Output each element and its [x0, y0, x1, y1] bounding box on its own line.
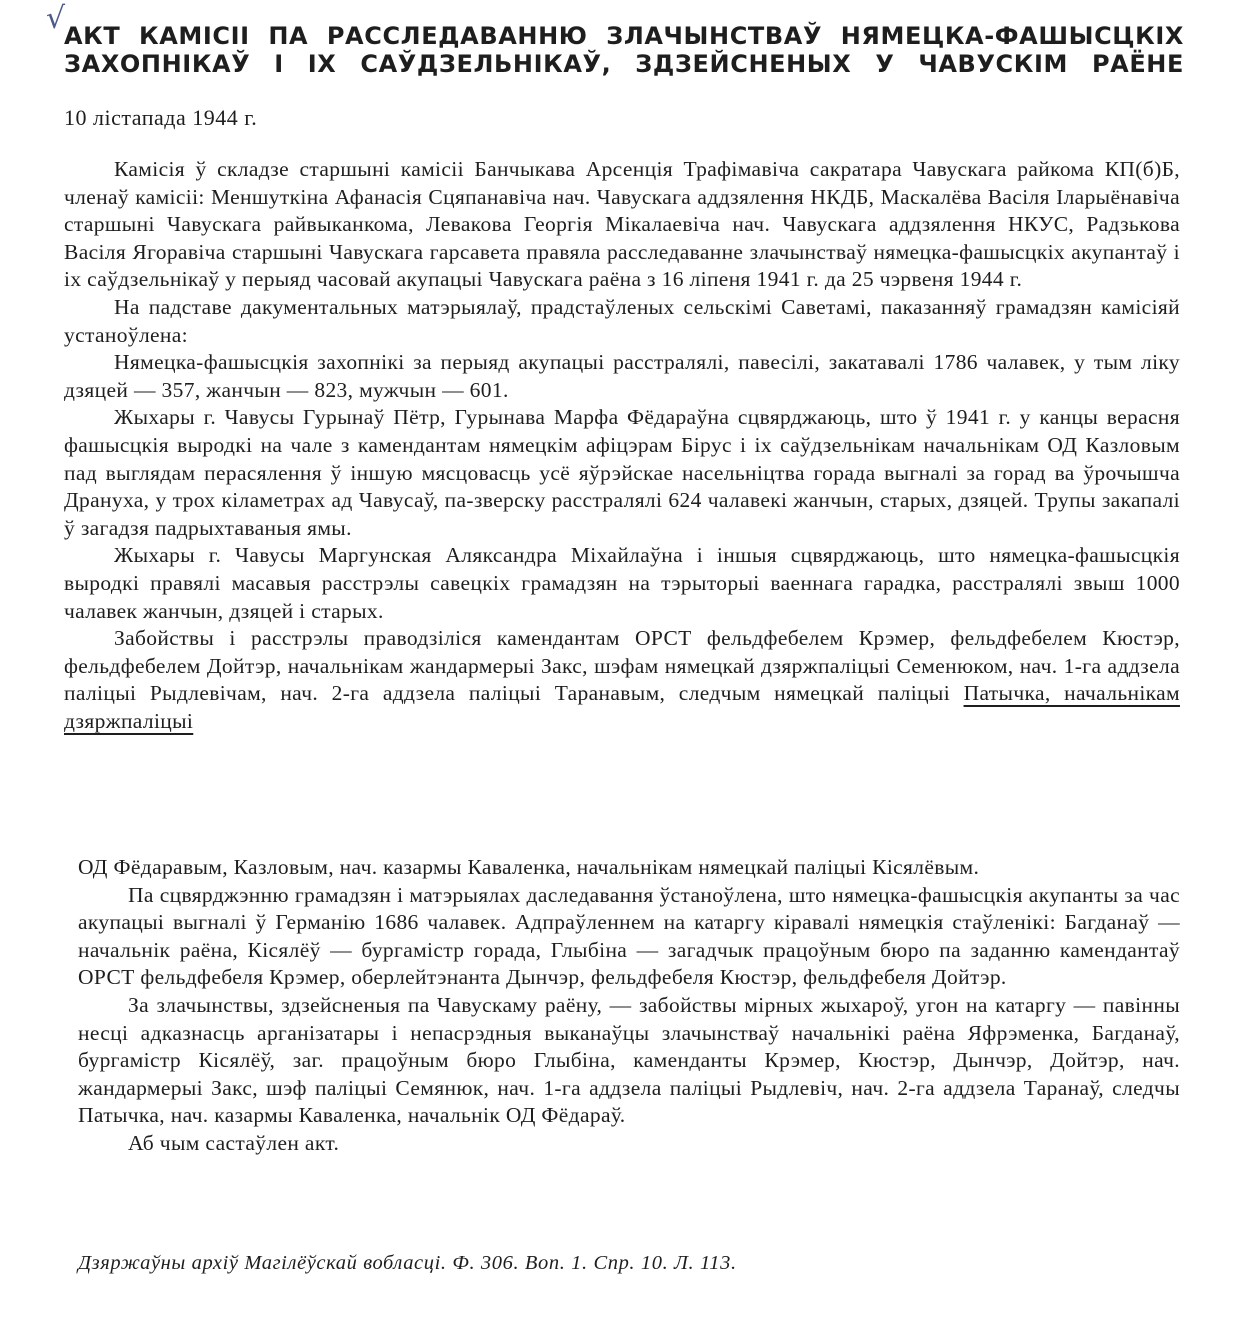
- paragraph-perpetrators-text: Забойствы і расстрэлы праводзіліся камендантам ОРСТ фельдфебелем Крэмер, фельдфебелем Кюстэр, фельдфебелем Дойтэр, начальнікам жандармерыі Закс, шэфам нямецкай дзяржпаліцыі Семенюком, нач. 1-га аддзела паліцыі Рыдлевічам, нач. 2-га аддзела паліцыі Таранавым, следчым нямецкай паліцыі: [64, 626, 1180, 706]
- document-title: [64, 22, 1184, 78]
- paragraph-responsibility: За злачынствы, здзейсненыя па Чавускаму раёну, — забойствы мірных жыхароў, угон на катаргу — павінны несці адказнасць арганізатары і непасрэдныя выканаўцы злачынстваў начальнікі раёна Яфрэменка, Багданаў, бургамістр Кісялёў, заг. працоўным бюро Глыбіна, каменданты Крэмер, Кюстэр, Дынчэр, Дойтэр, нач. жандармерыі Закс, шэф паліцыі Семянюк, нач. 1-га аддзела паліцыі Рыдлевіч, нач. 2-га аддзела Таранаў, следчы Патычка, нач. казармы Каваленка, начальнік ОД Фёдараў.: [78, 992, 1180, 1128]
- paragraph-closing: Аб чым састаўлен акт.: [128, 1130, 340, 1155]
- paragraph-basis: На падставе дакументальных матэрыялаў, прадстаўленых сельскімі Саветамі, паказанняў грамадзян камісіяй устаноўлена:: [64, 294, 1180, 347]
- handwritten-check-mark: √: [46, 1, 66, 36]
- archive-source-reference: Дзяржаўны архіў Магілёўскай вобласці. Ф. 306. Воп. 1. Спр. 10. Л. 113.: [78, 1252, 737, 1274]
- underlined-text: Патычка, начальнікам дзяржпаліцыі: [64, 681, 1180, 733]
- paragraph-deportation: Па сцвярджэнню грамадзян і матэрыялах даследавання ўстаноўлена, што нямецка-фашысцкія акупанты за час акупацыі выгналі ў Германію 1686 чалавек. Адпраўленнем на катаргу кіравалі нямецкія стаўленікі: Багданаў — начальнік раёна, Кісялёў — бургамістр горада, Глыбіна — загадчык працоўным бюро па заданню камендантаў ОРСТ фельдфебеля Крэмер, оберлейтэнанта Дынчэр, фельдфебеля Кюстэр, фельдфебеля Дойтэр.: [78, 882, 1180, 990]
- document-date: 10 лістапада 1944 г.: [64, 105, 258, 130]
- paragraph-perpetrators: [64, 625, 1180, 735]
- paragraph-gurynau-testimony: Жыхары г. Чавусы Гурынаў Пётр, Гурынава Марфа Фёдараўна сцвярджаюць, што ў 1941 г. у канцы верасня фашысцкія выродкі на чале з камендантам нямецкім афіцэрам Бірус і іх саўдзельнікам начальнікам ОД Казловым пад выглядам перасялення ў іншую мясцовасць усё яўрэйскае насельніцтва горада выгналі за горад ва ўрочышча Дрануха, у трох кіламетрах ад Чавусаў, па-зверску расстралялі 624 чалавекі жанчын, старых, дзяцей. Трупы закапалі ў загадзя падрыхтаваныя ямы.: [64, 405, 1180, 540]
- body-text-upper: [64, 156, 1180, 735]
- paragraph-victims-total: Нямецка-фашысцкія захопнікі за перыяд акупацыі расстралялі, павесілі, закатавалі 1786 чалавек, у тым ліку дзяцей — 357, жанчын — 823, мужчын — 601.: [64, 350, 1180, 402]
- title-line-1: АКТ КАМІСІІ ПА РАССЛЕДАВАННЮ ЗЛАЧЫНСТВАЎ НЯМЕЦКА-ФАШЫСЦКІХ: [64, 22, 1184, 50]
- paragraph-commission: Камісія ў складзе старшыні камісіі Банчыкава Арсенція Трафімавіча сакратара Чавускага райкома КП(б)Б, членаў камісіі: Меншуткіна Афанасія Сцяпанавіча нач. Чавускага аддзялення НКДБ, Маскалёва Васіля Іларыёнавіча старшыні Чавускага райвыканкома, Левакова Георгія Мікалаевіча нач. Чавускага аддзялення НКУС, Радзькова Васіля Ягоравіча старшыні Чавускага гарсавета правяла расследаванне злачынстваў нямецка-фашысцкіх акупантаў і іх саўдзельнікаў у перыяд часовай акупацыі Чавускага раёна з 16 ліпеня 1941 г. да 25 чэрвеня 1944 г.: [64, 157, 1180, 292]
- paragraph-margunskaya-testimony: Жыхары г. Чавусы Маргунская Аляксандра Міхайлаўна і іншыя сцвярджаюць, што нямецка-фашысцкія выродкі правялі масавыя расстрэлы савецкіх грамадзян на тэрыторыі ваеннага гарадка, расстралялі звыш 1000 чалавек жанчын, дзяцей і старых.: [64, 543, 1180, 623]
- paragraph-perpetrators-continued: ОД Фёдаравым, Казловым, нач. казармы Каваленка, начальнікам нямецкай паліцыі Кісялёвым.: [78, 855, 980, 879]
- title-line-2: ЗАХОПНІКАЎ І ІХ САЎДЗЕЛЬНІКАЎ, ЗДЗЕЙСНЕНЫХ У ЧАВУСКІМ РАЁНЕ: [64, 50, 1184, 78]
- body-text-lower: [78, 854, 1180, 1158]
